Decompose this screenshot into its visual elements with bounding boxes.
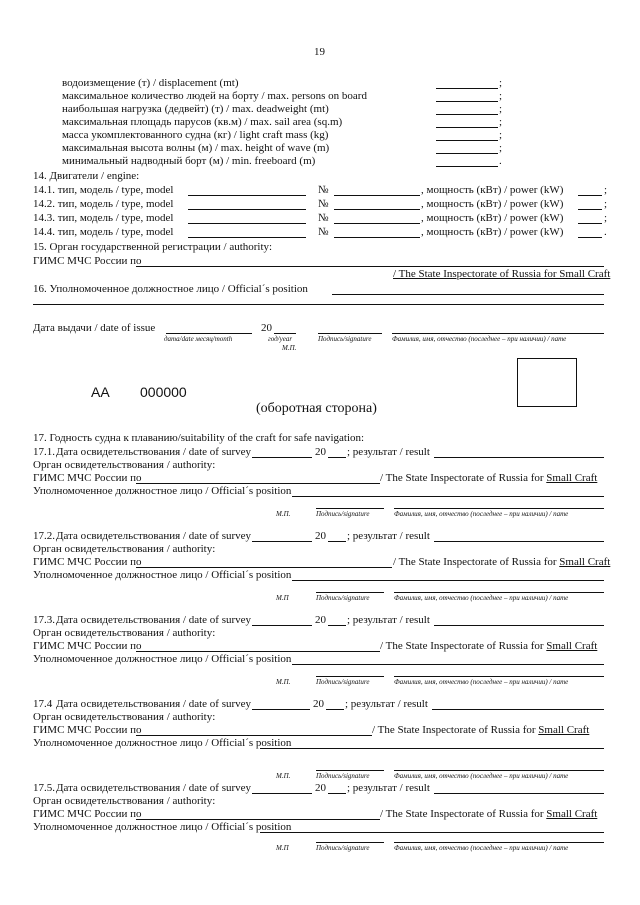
survey-name-line[interactable] xyxy=(394,676,604,677)
engine-power-line[interactable] xyxy=(578,237,602,238)
inspectorate-link: Small Craft xyxy=(546,472,598,484)
issue-caption-signature: Подпись/signature xyxy=(318,335,372,343)
survey-official-label: Уполномоченное должностное лицо / Official´s position xyxy=(33,821,292,833)
survey-result-line[interactable] xyxy=(434,793,604,794)
survey-official-line[interactable] xyxy=(292,664,604,665)
survey-date-label: Дата освидетельствования / date of survey xyxy=(56,782,252,794)
survey-caption-signature: Подпись/signature xyxy=(316,678,370,686)
survey-stamp-label: М.П xyxy=(276,594,289,602)
issue-signature-line[interactable] xyxy=(318,333,382,334)
survey-authority-label: Орган освидетельствования / authority: xyxy=(33,795,216,807)
engine-number-line[interactable] xyxy=(334,209,420,210)
engine-type-label: 14.2. тип, модель / type, model xyxy=(33,198,174,210)
survey-inspectorate xyxy=(380,472,597,484)
issue-date-line[interactable] xyxy=(166,333,252,334)
survey-year-prefix: 20 xyxy=(315,782,326,794)
survey-official-label: Уполномоченное должностное лицо / Official´s position xyxy=(33,653,292,665)
engine-power-line[interactable] xyxy=(578,195,602,196)
gims-label: ГИМС МЧС России по xyxy=(33,255,142,267)
spec-label: минимальный надводный борт (м) / min. freeboard (m) xyxy=(62,155,316,167)
issue-name-line[interactable] xyxy=(392,333,604,334)
survey-result-label: ; результат / result xyxy=(347,446,430,458)
spec-end: ; xyxy=(499,77,503,89)
survey-caption-name: Фамилия, имя, отчество (последнее – при наличии) / name xyxy=(394,510,569,518)
survey-caption-name: Фамилия, имя, отчество (последнее – при наличии) / name xyxy=(394,678,569,686)
survey-number: 17.1. xyxy=(33,446,55,458)
survey-result-label: ; результат / result xyxy=(347,782,430,794)
spec-value-line[interactable] xyxy=(436,153,498,154)
engine-number-label: № xyxy=(318,198,329,210)
survey-gims-label: ГИМС МЧС России по xyxy=(33,556,142,568)
survey-name-line[interactable] xyxy=(394,592,604,593)
survey-year-line[interactable] xyxy=(326,709,344,710)
issue-date-label: Дата выдачи / date of issue xyxy=(33,322,156,334)
page-number: 19 xyxy=(314,46,325,58)
engine-number-label: № xyxy=(318,226,329,238)
survey-signature-line[interactable] xyxy=(316,676,384,677)
survey-year-line[interactable] xyxy=(328,457,346,458)
survey-year-line[interactable] xyxy=(328,541,346,542)
survey-inspectorate xyxy=(380,640,597,652)
engine-power-label: , мощность (кВт) / power (kW) xyxy=(421,226,564,238)
survey-official-line[interactable] xyxy=(292,580,604,581)
survey-gims-line[interactable] xyxy=(136,483,380,484)
issue-year-line[interactable] xyxy=(274,333,296,334)
spec-value-line[interactable] xyxy=(436,88,498,89)
engine-row-end: . xyxy=(604,226,607,238)
spec-end: . xyxy=(499,155,502,167)
survey-date-label: Дата освидетельствования / date of survey xyxy=(56,530,252,542)
authority-heading: 15. Орган государственной регистрации / authority: xyxy=(33,241,273,253)
engine-number-line[interactable] xyxy=(334,195,420,196)
spec-value-line[interactable] xyxy=(436,114,498,115)
survey-authority-label: Орган освидетельствования / authority: xyxy=(33,711,216,723)
engine-power-line[interactable] xyxy=(578,209,602,210)
survey-result-label: ; результат / result xyxy=(345,698,428,710)
survey-date-label: Дата освидетельствования / date of survey xyxy=(56,446,252,458)
engine-number-label: № xyxy=(318,212,329,224)
engine-type-label: 14.4. тип, модель / type, model xyxy=(33,226,174,238)
survey-authority-label: Орган освидетельствования / authority: xyxy=(33,543,216,555)
survey-number: 17.3. xyxy=(33,614,55,626)
inspectorate-text: / The State Inspectorate of Russia for xyxy=(380,472,544,484)
survey-signature-line[interactable] xyxy=(316,508,384,509)
survey-date-line[interactable] xyxy=(252,709,310,710)
spec-value-line[interactable] xyxy=(436,166,498,167)
survey-inspectorate xyxy=(380,808,597,820)
survey-gims-line[interactable] xyxy=(136,819,380,820)
survey-official-line[interactable] xyxy=(260,748,604,749)
spec-end: ; xyxy=(499,90,503,102)
engines-heading: 14. Двигатели / engine: xyxy=(33,170,140,182)
engine-power-label: , мощность (кВт) / power (kW) xyxy=(421,212,564,224)
survey-result-label: ; результат / result xyxy=(347,614,430,626)
survey-official-line[interactable] xyxy=(292,496,604,497)
survey-inspectorate xyxy=(372,724,589,736)
survey-year-prefix: 20 xyxy=(315,446,326,458)
photo-stamp-box xyxy=(517,358,577,407)
survey-signature-line[interactable] xyxy=(316,842,384,843)
engine-power-line[interactable] xyxy=(578,223,602,224)
survey-caption-signature: Подпись/signature xyxy=(316,772,370,780)
issue-caption-name: Фамилия, имя, отчество (последнее – при наличии) / name xyxy=(392,335,567,343)
engine-type-label: 14.1. тип, модель / type, model xyxy=(33,184,174,196)
engine-row-end: ; xyxy=(604,184,608,196)
survey-year-line[interactable] xyxy=(328,625,346,626)
survey-name-line[interactable] xyxy=(394,770,604,771)
survey-date-label: Дата освидетельствования / date of survey xyxy=(56,614,252,626)
gims-region-line[interactable] xyxy=(136,266,604,267)
issue-caption-year: год/year xyxy=(268,335,293,343)
engine-number-label: № xyxy=(318,184,329,196)
spec-end: ; xyxy=(499,142,503,154)
spec-value-line[interactable] xyxy=(436,140,498,141)
survey-number: 17.4 xyxy=(33,698,53,710)
survey-result-line[interactable] xyxy=(434,541,604,542)
engine-type-line[interactable] xyxy=(188,223,306,224)
surveys-heading: 17. Годность судна к плаванию/suitability of the craft for safe navigation: xyxy=(33,432,365,444)
survey-year-prefix: 20 xyxy=(315,614,326,626)
inspectorate-text: / The State Inspectorate of Russia for Small Craft xyxy=(393,268,611,280)
inspectorate-link: Small Craft xyxy=(538,724,590,736)
survey-caption-name: Фамилия, имя, отчество (последнее – при наличии) / name xyxy=(394,772,569,780)
spec-label: максимальное количество людей на борту / max. persons on board xyxy=(62,90,367,102)
survey-name-line[interactable] xyxy=(394,508,604,509)
survey-result-label: ; результат / result xyxy=(347,530,430,542)
survey-year-prefix: 20 xyxy=(315,530,326,542)
engine-type-line[interactable] xyxy=(188,195,306,196)
survey-result-line[interactable] xyxy=(434,457,604,458)
engine-number-line[interactable] xyxy=(334,237,420,238)
engine-type-label: 14.3. тип, модель / type, model xyxy=(33,212,174,224)
survey-result-line[interactable] xyxy=(432,709,604,710)
inspectorate-link: Small Craft xyxy=(559,556,611,568)
spec-label: масса укомплектованного судна (кг) / light craft mass (kg) xyxy=(62,129,329,141)
survey-number: 17.2. xyxy=(33,530,55,542)
issue-stamp-label: М.П. xyxy=(282,344,297,352)
survey-inspectorate xyxy=(393,556,610,568)
survey-signature-line[interactable] xyxy=(316,770,384,771)
inspectorate-link: Small Craft xyxy=(546,640,598,652)
survey-stamp-label: М.П. xyxy=(276,510,291,518)
survey-official-label: Уполномоченное должностное лицо / Official´s position xyxy=(33,569,292,581)
spec-label: водоизмещение (т) / displacement (mt) xyxy=(62,77,239,89)
survey-stamp-label: М.П xyxy=(276,844,289,852)
official-label: 16. Уполномоченное должностное лицо / Official´s position xyxy=(33,283,308,295)
survey-official-line[interactable] xyxy=(260,832,604,833)
issue-caption-date: дата/date месяц/month xyxy=(164,335,233,343)
survey-date-line[interactable] xyxy=(252,541,312,542)
survey-gims-label: ГИМС МЧС России по xyxy=(33,808,142,820)
survey-date-label: Дата освидетельствования / date of survey xyxy=(56,698,252,710)
spec-end: ; xyxy=(499,116,503,128)
official-position-line[interactable] xyxy=(332,294,604,295)
survey-gims-line[interactable] xyxy=(136,651,380,652)
survey-caption-name: Фамилия, имя, отчество (последнее – при наличии) / name xyxy=(394,844,569,852)
spec-label: максимальная площадь парусов (кв.м) / max. sail area (sq.m) xyxy=(62,116,343,128)
survey-gims-line[interactable] xyxy=(136,567,392,568)
survey-official-label: Уполномоченное должностное лицо / Official´s position xyxy=(33,737,292,749)
inspectorate-text: / The State Inspectorate of Russia for xyxy=(372,724,536,736)
engine-row-end: ; xyxy=(604,198,608,210)
survey-year-prefix: 20 xyxy=(313,698,324,710)
survey-caption-signature: Подпись/signature xyxy=(316,844,370,852)
survey-caption-signature: Подпись/signature xyxy=(316,594,370,602)
survey-authority-label: Орган освидетельствования / authority: xyxy=(33,459,216,471)
engine-number-line[interactable] xyxy=(334,223,420,224)
survey-date-line[interactable] xyxy=(252,793,312,794)
survey-signature-line[interactable] xyxy=(316,592,384,593)
survey-number: 17.5. xyxy=(33,782,55,794)
spec-end: ; xyxy=(499,129,503,141)
survey-year-line[interactable] xyxy=(328,793,346,794)
survey-stamp-label: М.П. xyxy=(276,678,291,686)
survey-date-line[interactable] xyxy=(252,457,312,458)
survey-gims-label: ГИМС МЧС России по xyxy=(33,724,142,736)
survey-stamp-label: М.П. xyxy=(276,772,291,780)
survey-result-line[interactable] xyxy=(434,625,604,626)
survey-gims-line[interactable] xyxy=(136,735,372,736)
survey-name-line[interactable] xyxy=(394,842,604,843)
spec-value-line[interactable] xyxy=(436,127,498,128)
inspectorate-text: / The State Inspectorate of Russia for xyxy=(380,808,544,820)
reverse-side-title: (оборотная сторона) xyxy=(256,401,377,416)
spec-label: наибольшая нагрузка (дедвейт) (т) / max. deadweight (mt) xyxy=(62,103,329,115)
official-position-line-2[interactable] xyxy=(33,304,604,305)
engine-type-line[interactable] xyxy=(188,237,306,238)
spec-end: ; xyxy=(499,103,503,115)
serial-number: 000000 xyxy=(140,384,187,400)
survey-caption-name: Фамилия, имя, отчество (последнее – при наличии) / name xyxy=(394,594,569,602)
survey-official-label: Уполномоченное должностное лицо / Official´s position xyxy=(33,485,292,497)
inspectorate-link: Small Craft xyxy=(546,808,598,820)
engine-row-end: ; xyxy=(604,212,608,224)
inspectorate-text: / The State Inspectorate of Russia for xyxy=(380,640,544,652)
serial-series: АА xyxy=(91,384,110,400)
issue-year-prefix: 20 xyxy=(261,322,272,334)
survey-gims-label: ГИМС МЧС России по xyxy=(33,472,142,484)
engine-type-line[interactable] xyxy=(188,209,306,210)
inspectorate-text: / The State Inspectorate of Russia for xyxy=(393,556,557,568)
spec-value-line[interactable] xyxy=(436,101,498,102)
survey-caption-signature: Подпись/signature xyxy=(316,510,370,518)
survey-date-line[interactable] xyxy=(252,625,312,626)
survey-gims-label: ГИМС МЧС России по xyxy=(33,640,142,652)
spec-label: максимальная высота волны (м) / max. height of wave (m) xyxy=(62,142,330,154)
survey-authority-label: Орган освидетельствования / authority: xyxy=(33,627,216,639)
engine-power-label: , мощность (кВт) / power (kW) xyxy=(421,184,564,196)
engine-power-label: , мощность (кВт) / power (kW) xyxy=(421,198,564,210)
